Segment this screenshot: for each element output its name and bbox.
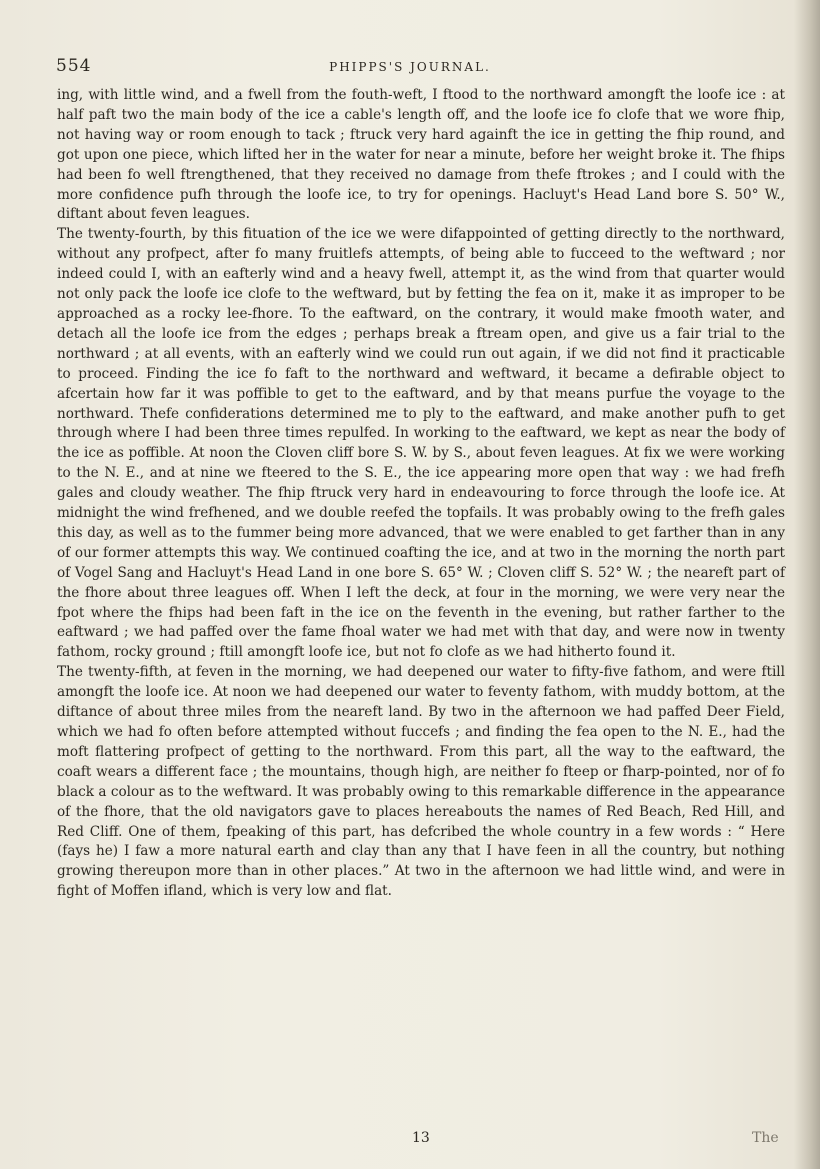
paragraph: The twenty-fourth, by this fituation of the ice we were difappointed of getting directly to the northward, without any profpect, after fo many fruitlefs attempts, of being able to fucceed to the weftward ; nor indeed could I, with an eafterly wind and a heavy fwell, attempt it, as the wind from that quarter would not only pack the loofe ice clofe to the weftward, but by fetting the fea on it, make it as improper to be approached as a rocky lee-fhore. To the eaftward, on the contrary, it would make fmooth water, and detach all the loofe ice from the edges ; perhaps break a ftream open, and give us a fair trial to the northward ; at all events, with an eafterly wind we could run out again, if we did not find it practicable to proceed. Finding the ice fo faft to the northward and weftward, it became a defirable object to afcertain how far it was poffible to get to the eaftward, and by that means purfue the voyage to the northward. Thefe confiderations determined me to ply to the eaftward, and make another pufh to get through where I had been three times repulfed. In working to the eaftward, we kept as near the body of the ice as poffible. At noon the Cloven cliff bore S. W. by S., about feven leagues. At fix we were working to the N. E., and at nine we fteered to the S. E., the ice appearing more open that way : we had frefh gales and cloudy weather. The fhip ftruck very hard in endeavouring to force through the loofe ice. At midnight the wind frefhened, and we double reefed the topfails. It was probably owing to the frefh gales this day, as well as to the fummer being more advanced, that we were enabled to get farther than in any of our former attempts this way. We continued coafting the ice, and at two in the morning the north part of Vogel Sang and Hacluyt's Head Land in one bore S. 65° W. ; Cloven cliff S. 52° W. ; the neareft part of the fhore about three leagues off. When I left the deck, at four in the morning, we were very near the fpot where the fhips had been faft in the ice on the feventh in the evening, but rather farther to the eaftward ; we had paffed over the fame fhoal water we had met with that day, and were now in twenty fathom, rocky ground ; ftill amongft loofe ice, but not fo clofe as we had hitherto found it. [57,226,785,661]
paragraph: ing, with little wind, and a fwell from the fouth-weft, I ftood to the northward amongft the loofe ice : at half paft two the main body of the ice a cable's length off, and the loofe ice fo clofe that we wore fhip, not having way or room enough to tack ; ftruck very hard againft the ice in getting the fhip round, and got upon one piece, which lifted her in the water for near a minute, before her weight broke it. The fhips had been fo well ftrengthened, that they received no damage from thefe ftrokes ; and I could with the more confidence pufh through the loofe ice, to try for openings. Hacluyt's Head Land bore S. 50° W., diftant about feven leagues. [57,87,785,223]
catchword: The [752,1130,779,1146]
page-header [0,56,820,86]
body-text [57,86,785,902]
page-number: 554 [56,56,92,76]
page-edge-shadow [794,0,820,1169]
running-title: PHIPPS'S JOURNAL. [329,60,491,74]
page-footer [0,1130,820,1152]
signature-mark: 13 [412,1130,430,1146]
paragraph: The twenty-fifth, at feven in the morning, we had deepened our water to fifty-five fathom, and were ftill amongft the loofe ice. At noon we had deepened our water to feventy fathom, with muddy bottom, at the diftance of about three miles from the neareft land. By two in the afternoon we had paffed Deer Field, which we had fo often before attempted without fuccefs ; and finding the fea open to the N. E., had the moft flattering profpect of getting to the northward. From this part, all the way to the eaftward, the coaft wears a different face ; the mountains, though high, are neither fo fteep or fharp-pointed, nor of fo black a colour as to the weftward. It was probably owing to this remarkable difference in the appearance of the fhore, that the old navigators gave to places hereabouts the names of Red Beach, Red Hill, and Red Cliff. One of them, fpeaking of this part, has defcribed the whole country in a few words : “ Here (fays he) I faw a more natural earth and clay than any that I have feen in all the country, but nothing growing thereupon more than in other places.” At two in the afternoon we had little wind, and were in fight of Moffen ifland, which is very low and flat. [57,664,785,900]
